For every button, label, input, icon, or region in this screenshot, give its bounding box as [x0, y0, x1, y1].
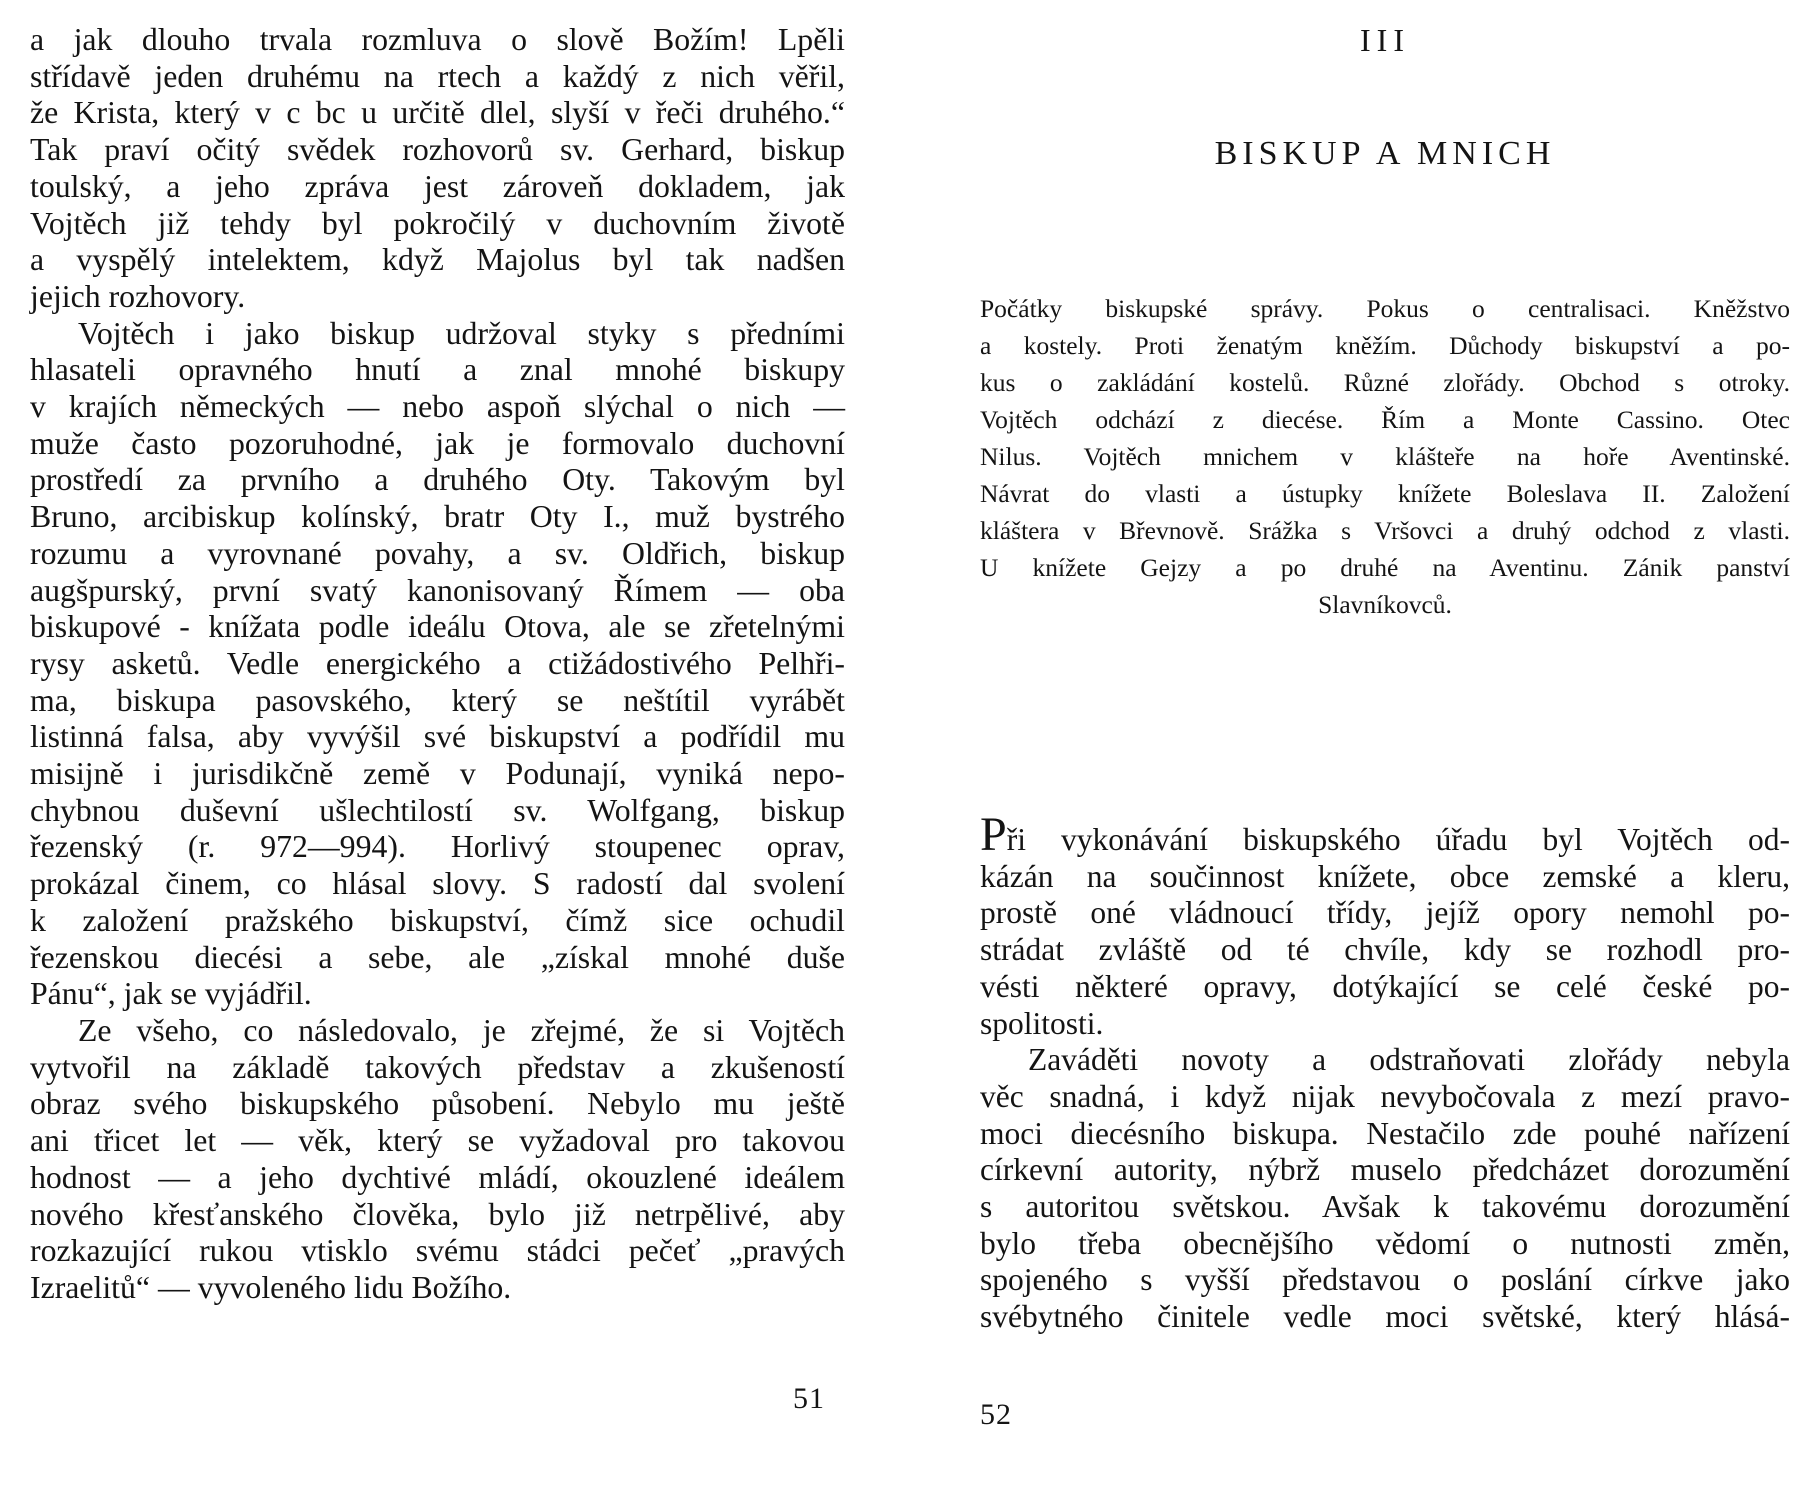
- synopsis-line: Počátky biskupské správy. Pokus o centralisaci. Kněžstvo: [980, 294, 1790, 323]
- text-line: a jak dlouho trvala rozmluva o slově Božím! Lpěli: [30, 22, 845, 57]
- text-line: kázán na součinnost knížete, obce zemské a kleru,: [980, 858, 1790, 894]
- text-line: Tak praví očitý svědek rozhovorů sv. Gerhard, biskup: [30, 132, 845, 168]
- text-line: listinná falsa, aby vyvýšil své biskupství a podřídil mu: [30, 719, 845, 755]
- text-line: vésti některé opravy, dotýkající se celé české po-: [980, 968, 1790, 1004]
- text-line: řezenský (r. 972—994). Horlivý stoupenec oprav,: [30, 829, 845, 865]
- text-line: misijně i jurisdikčně země v Podunají, vyniká nepo-: [30, 756, 845, 792]
- text-line: v krajích německých — nebo aspoň slýchal o nich —: [30, 389, 845, 425]
- text-line: rysy asketů. Vedle energického a ctižádostivého Pelhři-: [30, 645, 845, 681]
- chapter-synopsis: [980, 290, 1790, 623]
- synopsis-line: Slavníkovců.: [1318, 590, 1452, 619]
- text-line: řezenskou diecési a sebe, ale „získal mnohé duše: [30, 939, 845, 975]
- text-line: s autoritou světskou. Avšak k takovému dorozumění: [980, 1189, 1790, 1225]
- text-line: prokázal činem, co hlásal slovy. S radostí dal svolení: [30, 866, 845, 902]
- synopsis-line: U knížete Gejzy a po druhé na Aventinu. Zánik panství: [980, 553, 1790, 582]
- right-page-text: [980, 808, 1790, 1336]
- text-line: věc snadná, i když nijak nevybočovala z mezí pravo-: [980, 1078, 1790, 1114]
- text-line: rozkazující rukou vtisklo svému stádci pečeť „pravých: [30, 1233, 845, 1269]
- text-line: spojeného s vyšší představou o poslání církve jako: [980, 1262, 1790, 1298]
- text-line: obraz svého biskupského působení. Nebylo mu ještě: [30, 1086, 845, 1122]
- text-line: chybnou duševní ušlechtilostí sv. Wolfgang, biskup: [30, 792, 845, 828]
- text-line: prostě oné vládnoucí třídy, jejíž opory nemohl po-: [980, 895, 1790, 931]
- text-line: nového křesťanského člověka, bylo již netrpělivé, aby: [30, 1196, 845, 1232]
- text-line: střídavě jeden druhému na rtech a každý z nich věřil,: [30, 58, 845, 94]
- text-line: muže často pozoruhodné, jak je formovalo duchovní: [30, 425, 845, 461]
- left-page-text: [30, 22, 845, 1307]
- page-number: 52: [980, 1398, 1012, 1431]
- text-line: ani třicet let — věk, který se vyžadoval pro takovou: [30, 1123, 845, 1159]
- first-line-rest: ři vykonávání biskupského úřadu byl Vojtěch od-: [1006, 822, 1790, 857]
- text-line: Izraelitů“ — vyvoleného lidu Božího.: [30, 1269, 512, 1305]
- text-line: strádat zvláště od té chvíle, kdy se rozhodl pro-: [980, 932, 1790, 968]
- text-line: že Krista, který v c bc u určitě dlel, slyší v řeči druhého.“: [30, 95, 845, 131]
- synopsis-line: kus o zakládání kostelů. Různé zlořády. Obchod s otroky.: [980, 368, 1790, 397]
- chapter-number: III: [1360, 22, 1410, 58]
- text-line: Zaváděti novoty a odstraňovati zlořády nebyla: [1028, 1042, 1790, 1078]
- text-line: ma, biskupa pasovského, který se neštítil vyrábět: [30, 682, 845, 718]
- text-line: k založení pražského biskupství, čímž sice ochudil: [30, 902, 845, 938]
- synopsis-line: kláštera v Břevnově. Srážka s Vršovci a druhý odchod z vlasti.: [980, 516, 1790, 545]
- synopsis-line: a kostely. Proti ženatým kněžím. Důchody biskupství a po-: [980, 331, 1790, 360]
- text-line: hlasateli opravného hnutí a znal mnohé biskupy: [30, 352, 845, 388]
- text-line: rozumu a vyrovnané povahy, a sv. Oldřich, biskup: [30, 535, 845, 571]
- text-line: prostředí za prvního a druhého Oty. Takovým byl: [30, 462, 845, 498]
- text-line: Ze všeho, co následovalo, je zřejmé, že si Vojtěch: [78, 1012, 845, 1048]
- synopsis-line: Návrat do vlasti a ústupky knížete Boleslava II. Založení: [980, 479, 1790, 508]
- text-line: a vyspělý intelektem, když Majolus byl tak nadšen: [30, 242, 845, 278]
- drop-cap: P: [980, 808, 1007, 861]
- text-line: augšpurský, první svatý kanonisovaný Římem — oba: [30, 572, 845, 608]
- text-line: jejich rozhovory.: [30, 278, 246, 314]
- text-line: Vojtěch i jako biskup udržoval styky s předními: [78, 315, 845, 351]
- text-line: biskupové - knížata podle ideálu Otova, ale se zřetelnými: [30, 609, 845, 645]
- text-line: Vojtěch již tehdy byl pokročilý v duchovním životě: [30, 205, 845, 241]
- text-line: hodnost — a jeho dychtivé mládí, okouzlené ideálem: [30, 1159, 845, 1195]
- text-line: církevní autority, nýbrž muselo předcházet dorozumění: [980, 1152, 1790, 1188]
- text-line: spolitosti.: [980, 1005, 1104, 1041]
- synopsis-line: Nilus. Vojtěch mnichem v klášteře na hoře Aventinské.: [980, 442, 1790, 471]
- text-line: bylo třeba obecnějšího vědomí o nutnosti změn,: [980, 1225, 1790, 1261]
- text-line-first: [980, 808, 1790, 861]
- text-line: vytvořil na základě takových představ a zkušeností: [30, 1049, 845, 1085]
- synopsis-line: Vojtěch odchází z diecése. Řím a Monte Cassino. Otec: [980, 405, 1790, 434]
- page-number: 51: [793, 1382, 825, 1415]
- text-line: moci diecésního biskupa. Nestačilo zde pouhé nařízení: [980, 1115, 1790, 1151]
- text-line: Bruno, arcibiskup kolínský, bratr Oty I., muž bystrého: [30, 499, 845, 535]
- text-line: svébytného činitele vedle moci světské, který hlásá-: [980, 1299, 1790, 1335]
- text-line: Pánu“, jak se vyjádřil.: [30, 976, 312, 1012]
- text-line: toulský, a jeho zpráva jest zároveň dokladem, jak: [30, 168, 845, 204]
- chapter-title: BISKUP A MNICH: [1214, 135, 1556, 172]
